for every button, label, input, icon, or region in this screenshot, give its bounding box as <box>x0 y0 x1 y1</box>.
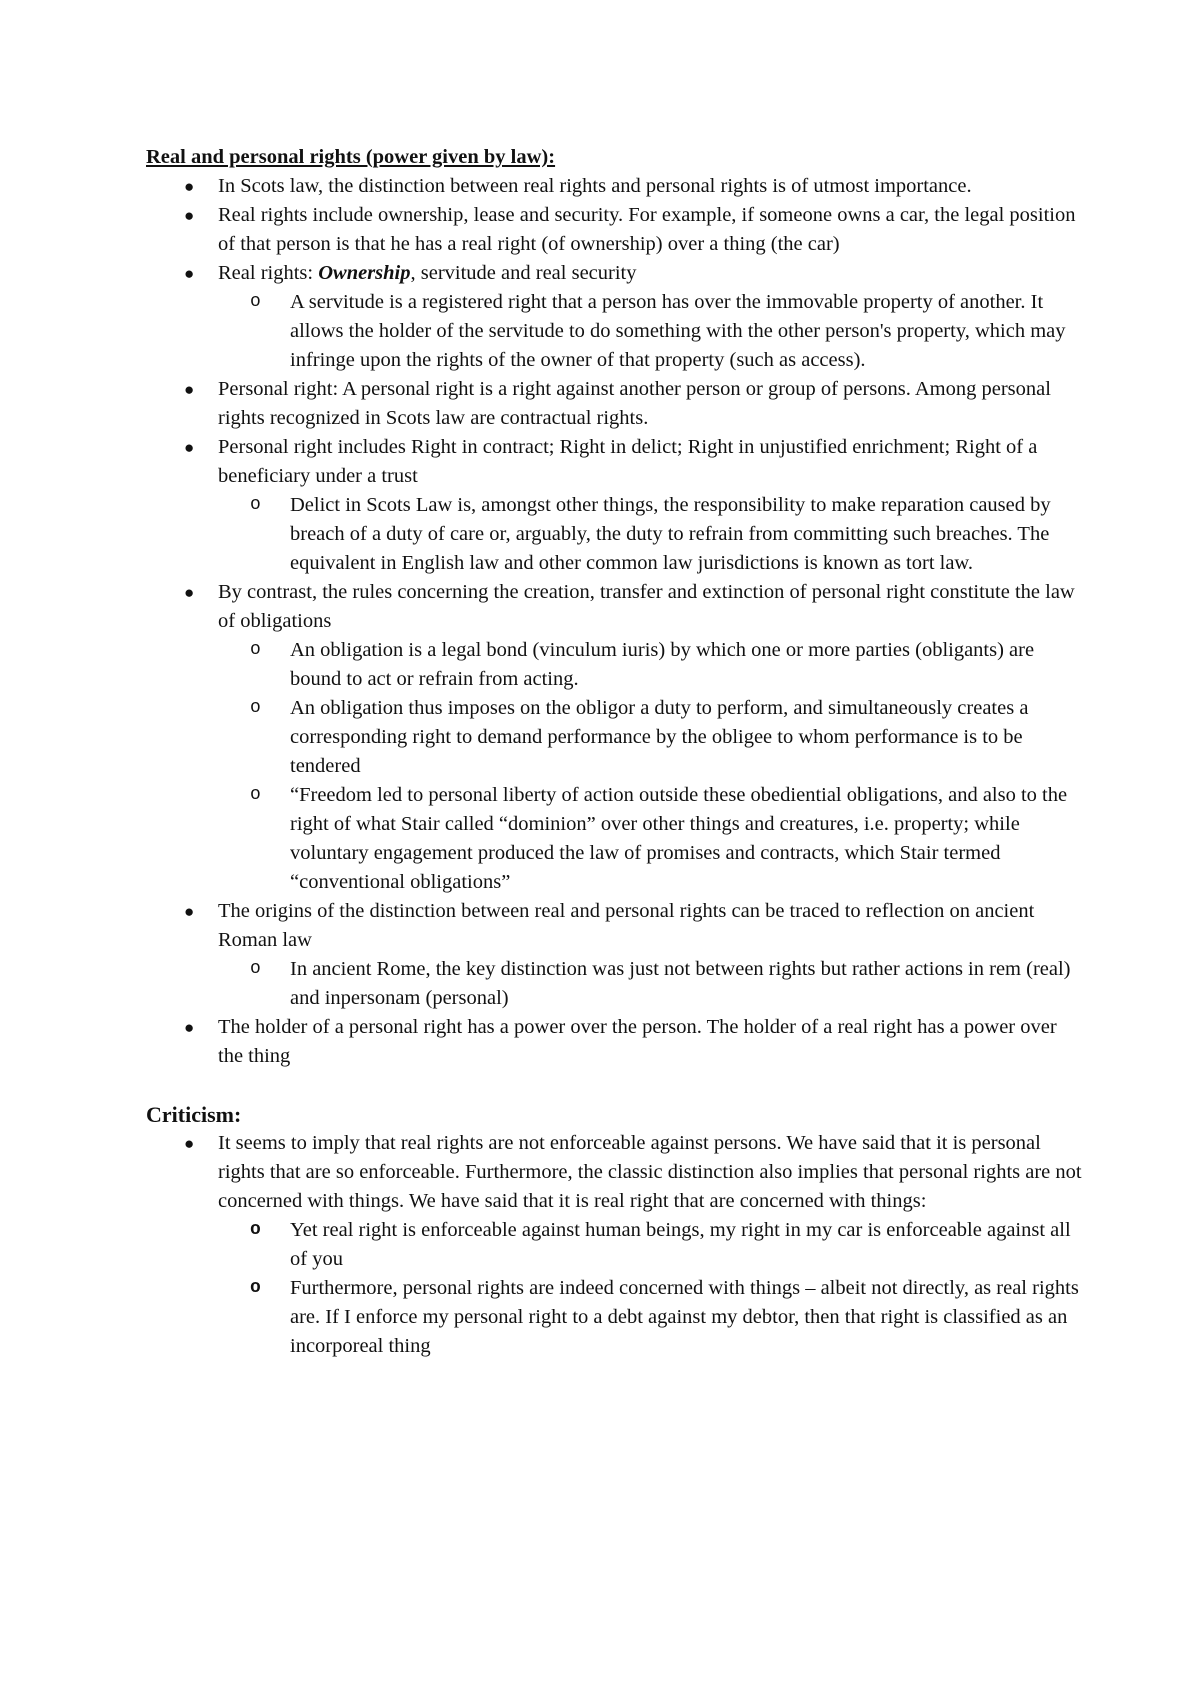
sub-bullet-list <box>218 288 1086 375</box>
bullet-marker: ● <box>184 264 195 283</box>
sub-list-item-text: “Freedom led to personal liberty of action outside these obediential obligations, and also to the right of what Stair called “dominion” over other things and creatures, i.e. property; while voluntary engagement produced the law of promises and contracts, which Stair termed “conventional obligations” <box>290 784 1068 893</box>
sub-list-item <box>218 491 1086 578</box>
emphasis-ownership: Ownership <box>318 262 411 284</box>
list-item <box>146 201 1086 259</box>
sub-list-item-text: An obligation is a legal bond (vinculum iuris) by which one or more parties (obligants) are bound to act or refrain from acting. <box>290 639 1035 690</box>
sub-list-item <box>218 955 1086 1013</box>
sub-list-item-text: A servitude is a registered right that a person has over the immovable property of another. It allows the holder of the servitude to do something with the other person's property, which may infringe upon the rights of the owner of that property (such as access). <box>290 291 1066 371</box>
sub-list-item <box>218 1216 1086 1274</box>
sub-bullet-list <box>218 491 1086 578</box>
bullet-marker: ● <box>184 1134 195 1153</box>
sub-list-item-text: Delict in Scots Law is, amongst other things, the responsibility to make reparation caused by breach of a duty of care or, arguably, the duty to refrain from committing such breaches. The equivalent in English law and other common law jurisdictions is known as tort law. <box>290 494 1051 574</box>
bullet-marker: ● <box>184 206 195 225</box>
list-item-text: It seems to imply that real rights are not enforceable against persons. We have said that it is personal rights that are so enforceable. Furthermore, the classic distinction also implies that personal rights are not concerned with things. We have said that it is real right that are concerned with things: <box>218 1132 1082 1212</box>
list-item-text: The origins of the distinction between real and personal rights can be traced to reflection on ancient Roman law <box>218 900 1035 951</box>
bullet-marker: ● <box>184 177 195 196</box>
sub-bullet-list <box>218 636 1086 897</box>
sub-list-item <box>218 781 1086 897</box>
bullet-marker: ● <box>184 438 195 457</box>
section-heading-real-personal-rights: Real and personal rights (power given by law): <box>146 146 556 168</box>
sub-list-item <box>218 694 1086 781</box>
sub-bullet-marker: o <box>250 1220 261 1240</box>
bullet-marker: ● <box>184 1018 195 1037</box>
sub-list-item <box>218 288 1086 375</box>
list-item <box>146 172 1086 201</box>
sub-list-item-text: Yet real right is enforceable against human beings, my right in my car is enforceable against all of you <box>290 1219 1071 1270</box>
sub-list-item <box>218 636 1086 694</box>
section-heading-criticism: Criticism: <box>146 1102 242 1127</box>
sub-list-item <box>218 1274 1086 1361</box>
sub-bullet-marker: o <box>250 698 261 718</box>
sub-bullet-marker: o <box>250 1278 261 1298</box>
sub-bullet-marker: o <box>250 495 261 515</box>
list-item <box>146 1013 1086 1071</box>
list-item-text: Personal right includes Right in contract; Right in delict; Right in unjustified enrichment; Right of a beneficiary under a trust <box>218 436 1038 487</box>
list-item <box>146 578 1086 897</box>
bullet-marker: ● <box>184 583 195 602</box>
sub-list-item-text: An obligation thus imposes on the obligor a duty to perform, and simultaneously creates a corresponding right to demand performance by the obligee to whom performance is to be tendered <box>290 697 1029 777</box>
list-item-text: Real rights include ownership, lease and security. For example, if someone owns a car, the legal position of that person is that he has a real right (of ownership) over a thing (the car) <box>218 204 1076 255</box>
sub-list-item-text: In ancient Rome, the key distinction was just not between rights but rather actions in rem (real) and inpersonam (personal) <box>290 958 1071 1009</box>
bullet-list <box>146 172 1086 1071</box>
list-item-text: The holder of a personal right has a power over the person. The holder of a real right has a power over the thing <box>218 1016 1057 1067</box>
list-item-suffix: , servitude and real security <box>410 262 637 284</box>
bullet-marker: ● <box>184 380 195 399</box>
document-page <box>146 143 1086 1361</box>
list-item <box>146 433 1086 578</box>
sub-bullet-marker: o <box>250 785 261 805</box>
sub-bullet-marker: o <box>250 292 261 312</box>
list-item-text: Personal right: A personal right is a right against another person or group of persons. Among personal rights recognized in Scots law are contractual rights. <box>218 378 1051 429</box>
list-item <box>146 259 1086 375</box>
sub-bullet-list <box>218 955 1086 1013</box>
list-item-text: By contrast, the rules concerning the creation, transfer and extinction of personal right constitute the law of obligations <box>218 581 1075 632</box>
list-item-text: In Scots law, the distinction between real rights and personal rights is of utmost importance. <box>218 175 972 197</box>
bullet-marker: ● <box>184 902 195 921</box>
list-item <box>146 1129 1086 1361</box>
sub-bullet-marker: o <box>250 959 261 979</box>
list-item <box>146 897 1086 1013</box>
bullet-list <box>146 1129 1086 1361</box>
list-item-prefix: Real rights: <box>218 262 319 284</box>
sub-bullet-list <box>218 1216 1086 1361</box>
list-item <box>146 375 1086 433</box>
sub-list-item-text: Furthermore, personal rights are indeed concerned with things – albeit not directly, as real rights are. If I enforce my personal right to a debt against my debtor, then that right is classified as an incorporeal thing <box>290 1277 1079 1357</box>
sub-bullet-marker: o <box>250 640 261 660</box>
